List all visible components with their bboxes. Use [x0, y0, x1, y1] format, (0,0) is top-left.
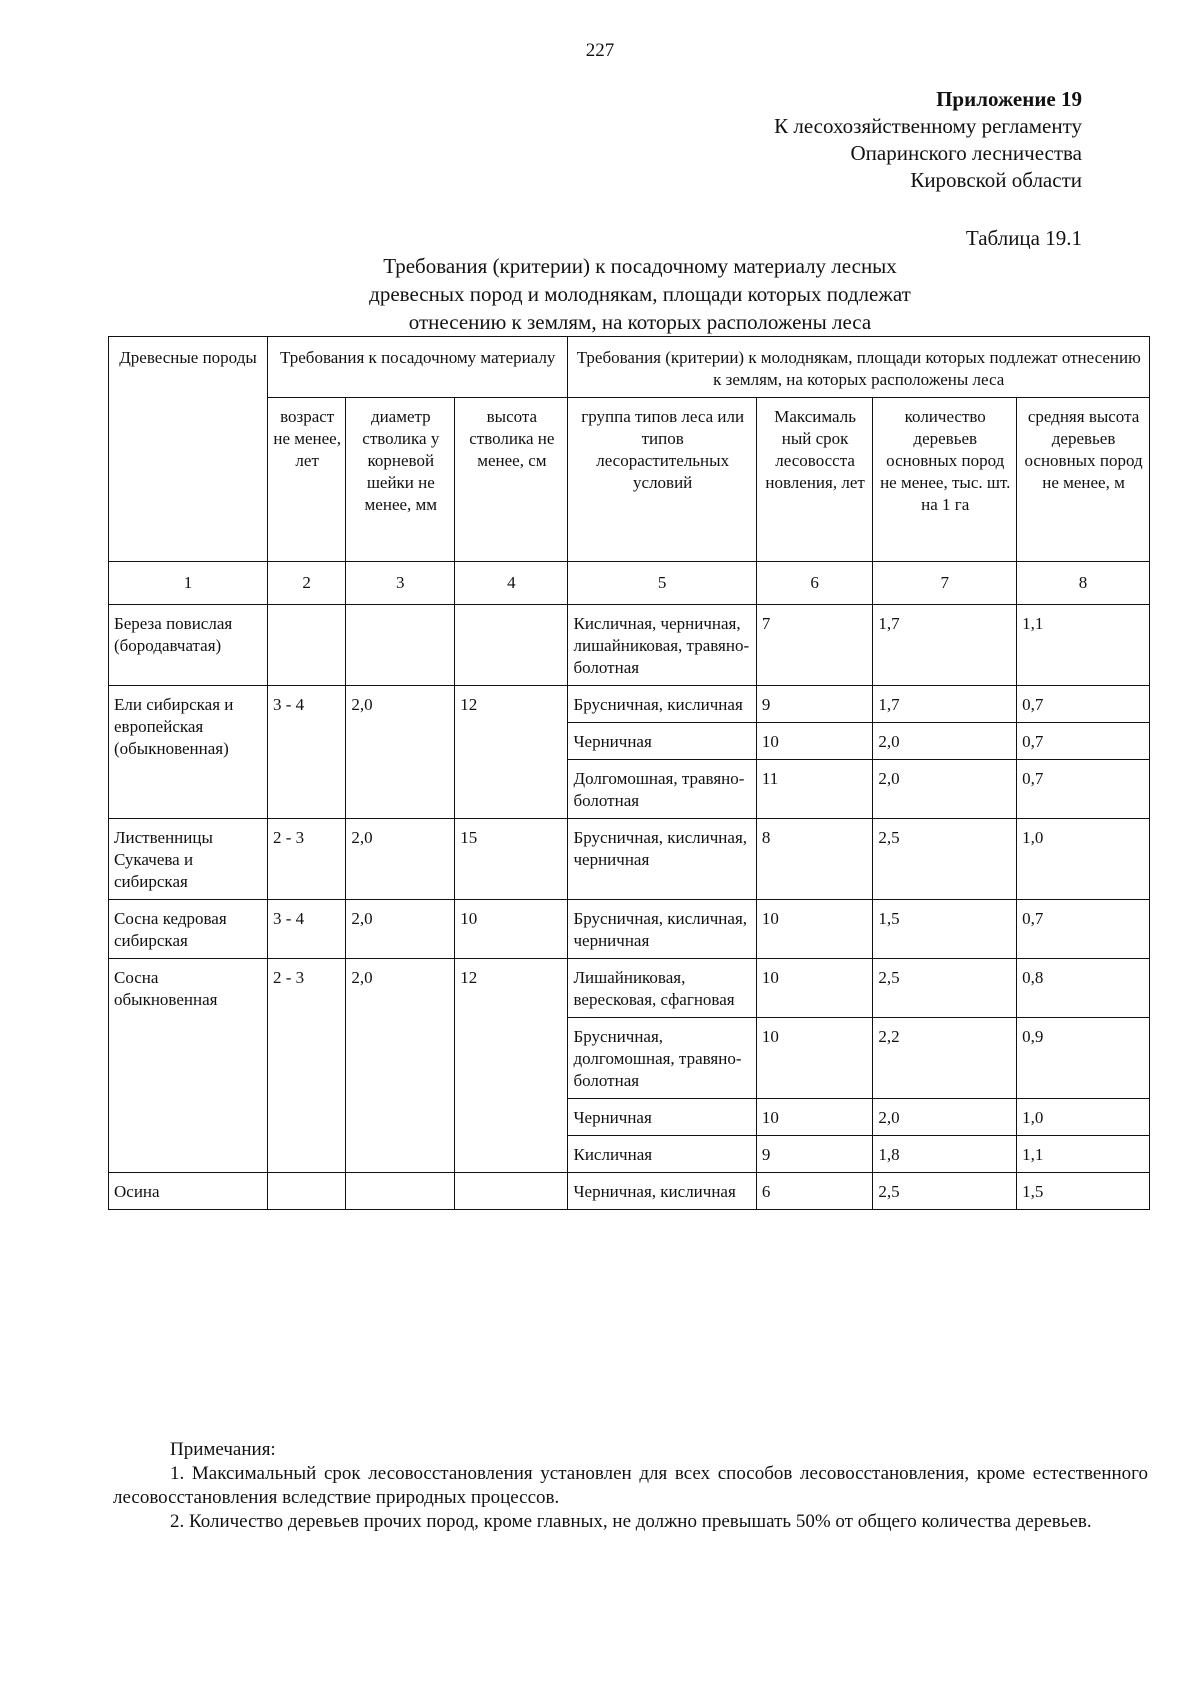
- cell-diameter: 2,0: [346, 686, 455, 819]
- column-number: 2: [267, 562, 345, 605]
- cell-max-term: 7: [756, 605, 873, 686]
- table-row: [109, 819, 1150, 900]
- column-number: 5: [568, 562, 756, 605]
- cell-max-term: 6: [756, 1173, 873, 1210]
- column-number: 1: [109, 562, 268, 605]
- cell-forest-type: Брусничная, долгомошная, травяно-болотная: [568, 1018, 756, 1099]
- cell-avg-height: 0,7: [1017, 760, 1150, 819]
- cell-tree-count: 2,2: [873, 1018, 1017, 1099]
- cell-max-term: 10: [756, 1099, 873, 1136]
- column-numbers-row: [109, 562, 1150, 605]
- header-young-stands: Требования (критерии) к молоднякам, площади которых подлежат отнесению к землям, на которых расположены леса: [568, 337, 1150, 398]
- cell-max-term: 9: [756, 686, 873, 723]
- cell-avg-height: 0,7: [1017, 723, 1150, 760]
- column-header: диаметр стволика у корневой шейки не менее, мм: [346, 398, 455, 562]
- header-planting-material: Требования к посадочному материалу: [267, 337, 568, 398]
- cell-age: 3 - 4: [267, 686, 345, 819]
- cell-species: Береза повислая (бородавчатая): [109, 605, 268, 686]
- table-body: [109, 605, 1150, 1210]
- appendix-header: [774, 86, 1082, 194]
- cell-max-term: 9: [756, 1136, 873, 1173]
- cell-avg-height: 0,7: [1017, 686, 1150, 723]
- cell-max-term: 10: [756, 723, 873, 760]
- header-species: Древесные породы: [109, 337, 268, 562]
- cell-tree-count: 2,5: [873, 1173, 1017, 1210]
- table-row: [109, 1173, 1150, 1210]
- column-number: 8: [1017, 562, 1150, 605]
- cell-tree-count: 2,0: [873, 760, 1017, 819]
- cell-max-term: 10: [756, 959, 873, 1018]
- cell-species: Сосна кедровая сибирская: [109, 900, 268, 959]
- table-number: Таблица 19.1: [965, 226, 1082, 250]
- cell-species: Ели сибирская и европейская (обыкновенная): [109, 686, 268, 819]
- appendix-line: К лесохозяйственному регламенту: [774, 114, 1082, 138]
- cell-avg-height: 0,9: [1017, 1018, 1150, 1099]
- cell-max-term: 8: [756, 819, 873, 900]
- table-row: [109, 900, 1150, 959]
- cell-forest-type: Черничная: [568, 1099, 756, 1136]
- cell-max-term: 10: [756, 900, 873, 959]
- cell-forest-type: Кисличная, черничная, лишайниковая, травяно-болотная: [568, 605, 756, 686]
- cell-forest-type: Брусничная, кисличная, черничная: [568, 819, 756, 900]
- table-row: [109, 686, 1150, 723]
- cell-forest-type: Черничная: [568, 723, 756, 760]
- notes-heading: Примечания:: [170, 1439, 276, 1460]
- cell-tree-count: 2,5: [873, 959, 1017, 1018]
- appendix-line: Кировской области: [910, 168, 1082, 192]
- cell-tree-count: 1,8: [873, 1136, 1017, 1173]
- cell-age: 3 - 4: [267, 900, 345, 959]
- appendix-title: Приложение 19: [936, 87, 1082, 111]
- cell-diameter: [346, 1173, 455, 1210]
- note-item: 1. Максимальный срок лесовосстановления установлен для всех способов лесовосстановления, кроме естественного лесовосстановления вследствие природных процессов.: [113, 1463, 1148, 1508]
- cell-tree-count: 1,7: [873, 686, 1017, 723]
- notes: [113, 1438, 1148, 1534]
- page-number: 227: [585, 40, 615, 61]
- cell-avg-height: 0,8: [1017, 959, 1150, 1018]
- cell-tree-count: 2,0: [873, 1099, 1017, 1136]
- cell-max-term: 11: [756, 760, 873, 819]
- cell-diameter: 2,0: [346, 819, 455, 900]
- appendix-line: Опаринского лесничества: [850, 141, 1082, 165]
- column-number: 4: [455, 562, 568, 605]
- cell-diameter: [346, 605, 455, 686]
- cell-height: [455, 1173, 568, 1210]
- cell-avg-height: 1,0: [1017, 819, 1150, 900]
- cell-height: 12: [455, 686, 568, 819]
- cell-forest-type: Брусничная, кисличная: [568, 686, 756, 723]
- cell-diameter: 2,0: [346, 959, 455, 1173]
- table-title: [260, 252, 1020, 336]
- cell-forest-type: Брусничная, кисличная, черничная: [568, 900, 756, 959]
- cell-tree-count: 1,7: [873, 605, 1017, 686]
- table-title-line: древесных пород и молоднякам, площади которых подлежат: [369, 282, 911, 306]
- table-title-line: Требования (критерии) к посадочному материалу лесных: [383, 254, 897, 278]
- column-header: Максималь ный срок лесовосста новления, лет: [756, 398, 873, 562]
- cell-age: [267, 1173, 345, 1210]
- table-row: [109, 959, 1150, 1018]
- requirements-table: [108, 336, 1150, 1210]
- column-header: количество деревьев основных пород не менее, тыс. шт. на 1 га: [873, 398, 1017, 562]
- table-row: [109, 605, 1150, 686]
- note-item: 2. Количество деревьев прочих пород, кроме главных, не должно превышать 50% от общего количества деревьев.: [170, 1511, 1092, 1532]
- cell-height: [455, 605, 568, 686]
- cell-species: Осина: [109, 1173, 268, 1210]
- cell-avg-height: 1,0: [1017, 1099, 1150, 1136]
- cell-height: 15: [455, 819, 568, 900]
- cell-avg-height: 1,1: [1017, 1136, 1150, 1173]
- cell-tree-count: 1,5: [873, 900, 1017, 959]
- cell-forest-type: Черничная, кисличная: [568, 1173, 756, 1210]
- cell-avg-height: 1,1: [1017, 605, 1150, 686]
- cell-height: 12: [455, 959, 568, 1173]
- cell-forest-type: Долгомошная, травяно-болотная: [568, 760, 756, 819]
- cell-species: Сосна обыкновенная: [109, 959, 268, 1173]
- cell-height: 10: [455, 900, 568, 959]
- cell-avg-height: 1,5: [1017, 1173, 1150, 1210]
- cell-diameter: 2,0: [346, 900, 455, 959]
- cell-forest-type: Лишайниковая, вересковая, сфагновая: [568, 959, 756, 1018]
- cell-forest-type: Кисличная: [568, 1136, 756, 1173]
- cell-age: 2 - 3: [267, 819, 345, 900]
- cell-age: 2 - 3: [267, 959, 345, 1173]
- cell-age: [267, 605, 345, 686]
- cell-tree-count: 2,5: [873, 819, 1017, 900]
- table-title-line: отнесению к землям, на которых расположены леса: [408, 310, 872, 334]
- cell-avg-height: 0,7: [1017, 900, 1150, 959]
- cell-species: Лиственницы Сукачева и сибирская: [109, 819, 268, 900]
- column-number: 7: [873, 562, 1017, 605]
- column-header: средняя высота деревьев основных пород не менее, м: [1017, 398, 1150, 562]
- cell-tree-count: 2,0: [873, 723, 1017, 760]
- column-header: группа типов леса или типов лесорастительных условий: [568, 398, 756, 562]
- column-header: возраст не менее, лет: [267, 398, 345, 562]
- column-number: 6: [756, 562, 873, 605]
- column-number: 3: [346, 562, 455, 605]
- column-header: высота стволика не менее, см: [455, 398, 568, 562]
- cell-max-term: 10: [756, 1018, 873, 1099]
